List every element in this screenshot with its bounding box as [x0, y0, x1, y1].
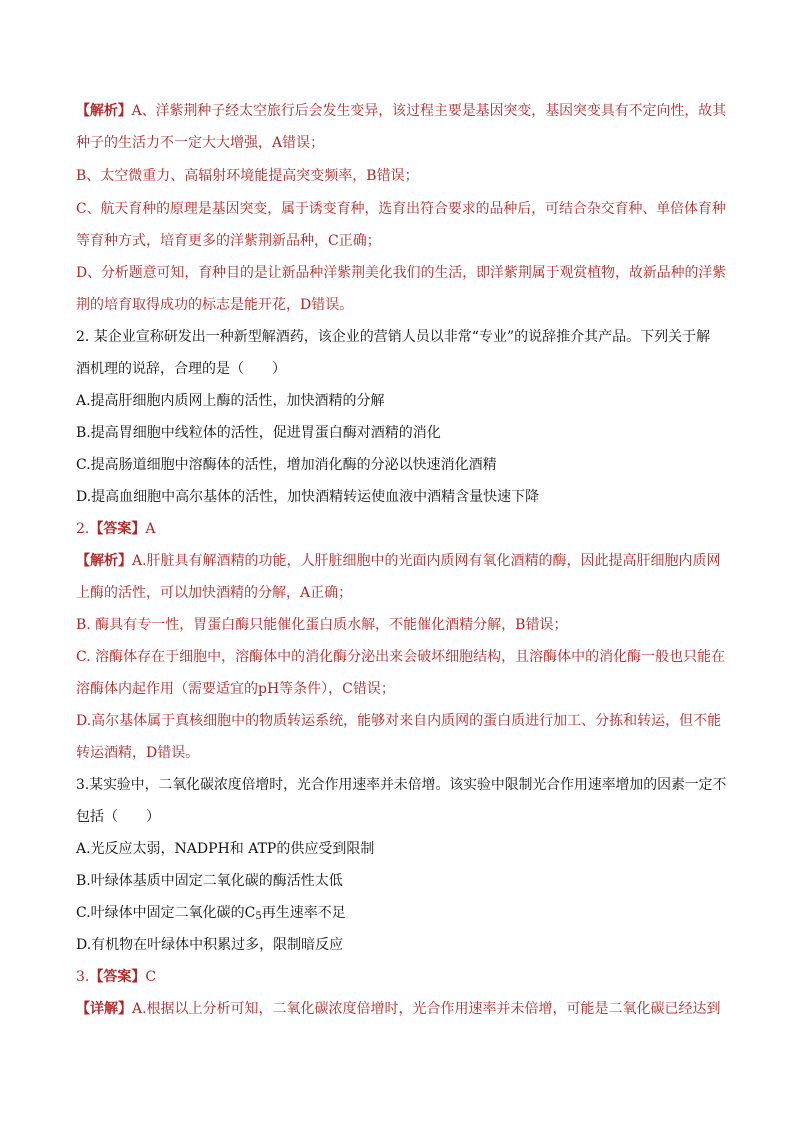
q3-option-d: D.有机物在叶绿体中积累过多，限制暗反应 [76, 937, 344, 953]
q2-option-a: A.提高肝细胞内质网上酶的活性，加快酒精的分解 [76, 393, 385, 409]
q1-analysis-a-line2: 种子的生活力不一定大大增强，A错误； [76, 135, 325, 151]
q2-analysis-a-text-1: A.肝脏具有解酒精的功能，人肝脏细胞中的光面内质网有氧化酒精的酶，因此提高肝细胞内质网 [132, 553, 721, 569]
q1-analysis-a-text-1: A、洋紫荆种子经太空旅行后会发生变异，该过程主要是基因突变，基因突变具有不定向性，故其 [131, 103, 727, 119]
q2-stem-line2: 酒机理的说辞，合理的是（ ） [76, 361, 286, 377]
q3-stem-line1: 3.某实验中，二氧化碳浓度倍增时，光合作用速率并未倍增。该实验中限制光合作用速率增加的因素一定不 [76, 777, 727, 793]
q2-analysis-d-line1: D.高尔基体属于真核细胞中的物质转运系统，能够对来自内质网的蛋白质进行加工、分拣和转运，但不能 [76, 713, 722, 729]
q3-option-c-post: 再生速率不足 [261, 905, 346, 921]
q3-option-b: B.叶绿体基质中固定二氧化碳的酶活性太低 [76, 873, 343, 889]
q2-stem-line1: 2. 某企业宣称研发出一种新型解酒药，该企业的营销人员以非常“专业”的说辞推介其产品。下列关于解 [76, 329, 711, 345]
q3-detail-line1 [76, 999, 721, 1019]
q2-analysis-b: B. 酶具有专一性，胃蛋白酶只能催化蛋白质水解，不能催化酒精分解，B错误； [76, 617, 568, 633]
answer-tag: 【答案】 [89, 969, 146, 985]
q3-option-c-subscript: 5 [255, 911, 262, 922]
q3-option-a: A.光反应太弱，NADPH和 ATP的供应受到限制 [76, 841, 375, 857]
q3-option-c-pre: C.叶绿体中固定二氧化碳的C [76, 905, 256, 921]
q3-answer [76, 967, 156, 987]
q2-answer [76, 519, 155, 539]
q3-detail-text-1: A.根据以上分析可知，二氧化碳浓度倍增时，光合作用速率并未倍增，可能是二氧化碳已经达到 [132, 1001, 721, 1017]
q2-analysis-a-line1 [76, 551, 721, 571]
q2-analysis-c-line2: 溶酶体内起作用（需要适宜的pH等条件），C错误； [76, 681, 395, 697]
q2-analysis-a-line2: 上酶的活性，可以加快酒精的分解，A正确； [76, 585, 353, 601]
q3-stem-line2: 包括（ ） [76, 809, 160, 825]
q3-option-c [76, 903, 346, 923]
q2-analysis-c-line1: C. 溶酶体存在于细胞中，溶酶体中的消化酶分泌出来会破坏细胞结构，且溶酶体中的消化酶一般也只能在 [76, 649, 726, 665]
q1-analysis-a-line1 [76, 101, 726, 121]
q3-answer-value: C [145, 969, 157, 985]
q3-answer-prefix: 3. [76, 969, 90, 985]
q1-analysis-b: B、太空微重力、高辐射环境能提高突变频率，B错误； [76, 168, 419, 184]
q1-analysis-d-line2: 荆的培育取得成功的标志是能开花，D错误。 [76, 297, 354, 313]
detail-tag: 【详解】 [76, 1001, 132, 1017]
q1-analysis-d-line1: D、分析题意可知，育种目的是让新品种洋紫荆美化我们的生活，即洋紫荆属于观赏植物，故新品种的洋紫 [76, 265, 727, 281]
q2-option-d: D.提高血细胞中高尔基体的活性，加快酒精转运使血液中酒精含量快速下降 [76, 489, 540, 505]
analysis-tag: 【解析】 [76, 553, 132, 569]
q2-option-b: B.提高胃细胞中线粒体的活性，促进胃蛋白酶对酒精的消化 [76, 425, 441, 441]
q1-analysis-c-line1: C、航天育种的原理是基因突变，属于诱变育种，选育出符合要求的品种后，可结合杂交育种、单倍体育种 [76, 201, 726, 217]
analysis-tag: 【解析】 [76, 103, 132, 119]
q2-option-c: C.提高肠道细胞中溶酶体的活性，增加消化酶的分泌以快速消化酒精 [76, 457, 497, 473]
q2-answer-prefix: 2. [76, 521, 90, 537]
q2-answer-value: A [145, 521, 156, 537]
answer-tag: 【答案】 [89, 521, 146, 537]
q1-analysis-c-line2: 等育种方式，培育更多的洋紫荆新品种，C正确； [76, 233, 381, 249]
q2-analysis-d-line2: 转运酒精，D错误。 [76, 745, 200, 761]
